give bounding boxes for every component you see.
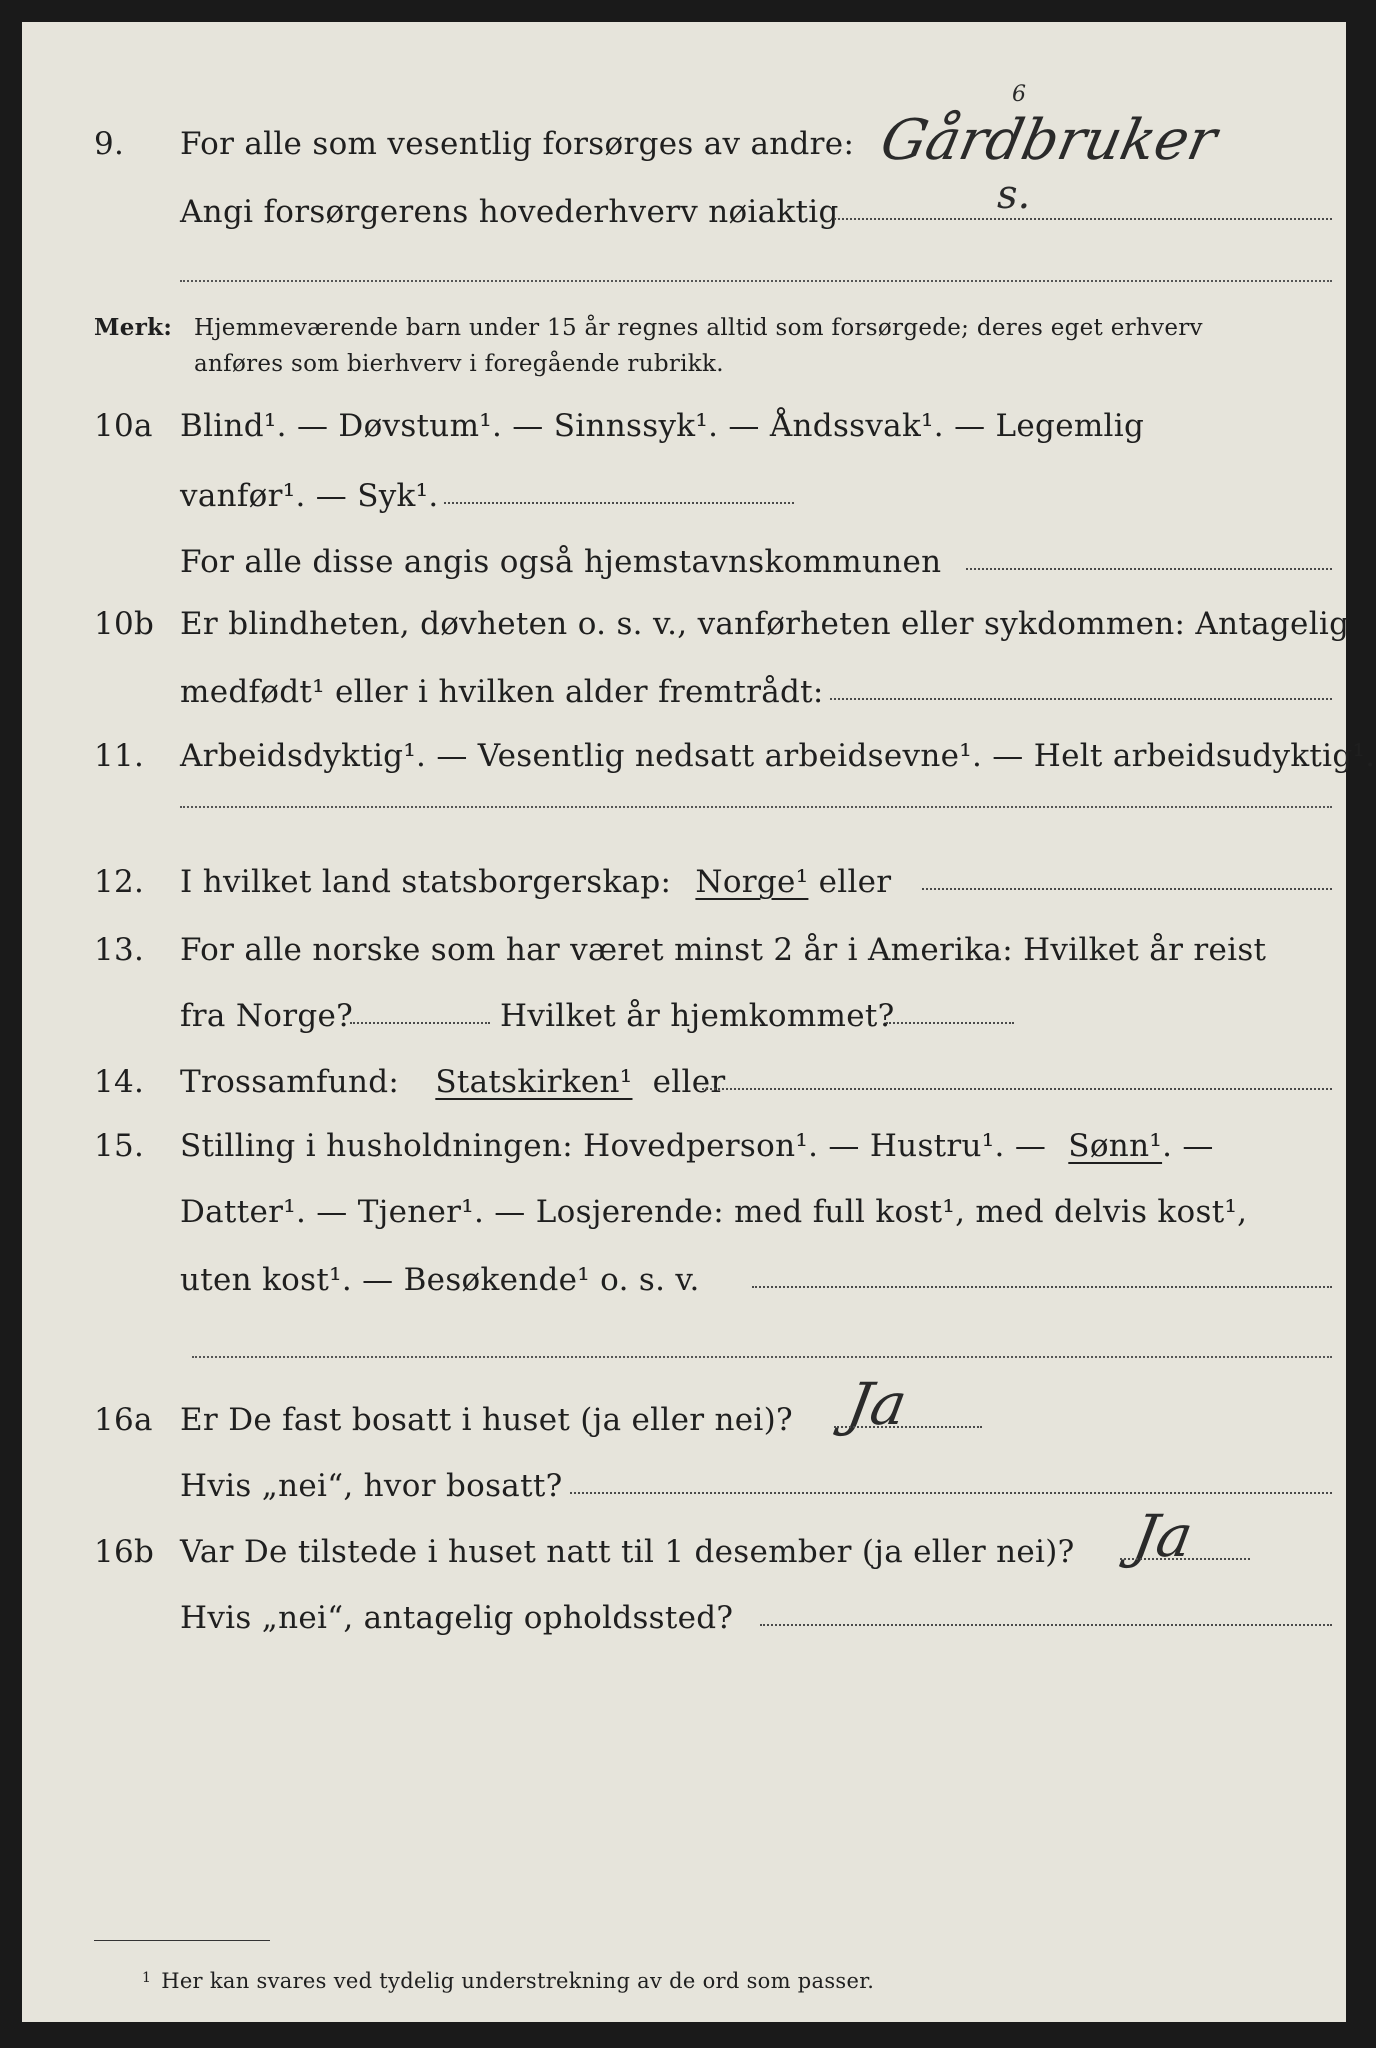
footnote-text: Her kan svares ved tydelig understrekning av de ord som passer. [161, 1969, 875, 1993]
q10b-line1: Er blindheten, døvheten o. s. v., vanførheten eller sykdommen: Antagelig [180, 606, 1350, 642]
q10a-line1: Blind¹. — Døvstum¹. — Sinnssyk¹. — Åndssvak¹. — Legemlig [180, 408, 1145, 444]
q15-text-pre: Stilling i husholdningen: Hovedperson¹. — Hustru¹. — [180, 1128, 1047, 1164]
q15-underlined-sonn: Sønn¹ [1068, 1128, 1163, 1164]
q13-line1: For alle norske som har været minst 2 år i Amerika: Hvilket år reist [180, 932, 1267, 968]
footnote-mark: 1 [142, 1970, 152, 1986]
q12-line [180, 862, 891, 902]
q14-underlined-statskirken: Statskirken¹ [435, 1064, 633, 1100]
q11-extra-line [180, 806, 1332, 808]
q9-number: 9. [94, 126, 125, 162]
q12-underlined-norge: Norge¹ [695, 864, 809, 900]
q16b-line2: Hvis „nei“, antagelig opholdssted? [180, 1600, 734, 1636]
merk-line2: anføres som bierhverv i foregående rubrikk. [194, 351, 724, 377]
q15-number: 15. [94, 1128, 145, 1164]
q9-line2: Angi forsørgerens hovederhverv nøiaktig [180, 194, 839, 230]
q16a-line2: Hvis „nei“, hvor bosatt? [180, 1468, 563, 1504]
q14-answer-line [702, 1088, 1332, 1090]
q14-line [180, 1062, 726, 1102]
q10b-line2: medfødt¹ eller i hvilken alder fremtrådt: [180, 674, 824, 710]
q9-handwritten-answer: Gårdbruker [875, 108, 1223, 173]
merk-line1: Hjemmeværende barn under 15 år regnes alltid som forsørgede; deres eget erhverv [194, 315, 1203, 341]
q10a-kommune-line [966, 568, 1332, 570]
q10a-line3: For alle disse angis også hjemstavnskommunen [180, 544, 942, 580]
q16b-answer-line [1120, 1558, 1250, 1560]
q13-reist-line [350, 1022, 490, 1024]
q10a-line2: vanfør¹. — Syk¹. [180, 478, 439, 514]
q15-line1 [180, 1126, 1214, 1166]
census-form-page [22, 22, 1376, 2022]
q9-line1: For alle som vesentlig forsørges av andre: [180, 126, 855, 162]
q16b-line1: Var De tilstede i huset natt til 1 desember (ja eller nei)? [180, 1534, 1075, 1570]
q15-extra-line [192, 1356, 1332, 1358]
q12-text-pre: I hvilket land statsborgerskap: [180, 864, 672, 900]
q12-text-post: eller [818, 864, 892, 900]
q16b-opholdssted-line [760, 1624, 1332, 1626]
q16a-handwritten-answer: Ja [842, 1370, 912, 1438]
q15-answer-line [752, 1286, 1332, 1288]
footnote-rule [94, 1940, 270, 1941]
q9-handwritten-mark: s. [997, 172, 1031, 218]
q12-answer-line [922, 888, 1332, 890]
q16a-number: 16a [94, 1402, 153, 1438]
q14-number: 14. [94, 1064, 145, 1100]
q16b-number: 16b [94, 1534, 155, 1570]
merk-label: Merk: [94, 314, 173, 341]
q15-text-post: . — [1162, 1128, 1214, 1164]
q9-handwritten-digit: 6 [1012, 82, 1026, 107]
q10a-syk-line [444, 502, 794, 504]
q14-text-pre: Trossamfund: [180, 1064, 400, 1100]
q16a-bosatt-line [570, 1492, 1332, 1494]
q10b-number: 10b [94, 606, 155, 642]
q15-line2: Datter¹. — Tjener¹. — Losjerende: med full kost¹, med delvis kost¹, [180, 1194, 1248, 1230]
q15-line3: uten kost¹. — Besøkende¹ o. s. v. [180, 1262, 700, 1298]
q14-text-post: eller [652, 1064, 726, 1100]
q16a-answer-line [834, 1426, 982, 1428]
q13-hjemkommet-line [886, 1022, 1014, 1024]
q10a-number: 10a [94, 408, 153, 444]
q9-extra-line [180, 280, 1332, 282]
q11-number: 11. [94, 738, 145, 774]
q16b-handwritten-answer: Ja [1128, 1502, 1198, 1570]
q10b-answer-line [830, 698, 1332, 700]
q12-number: 12. [94, 864, 145, 900]
q11-line1: Arbeidsdyktig¹. — Vesentlig nedsatt arbeidsevne¹. — Helt arbeidsudyktig¹. [180, 738, 1376, 774]
footnote [142, 1962, 874, 1997]
q16a-line1: Er De fast bosatt i huset (ja eller nei)? [180, 1402, 793, 1438]
q13-line2b: Hvilket år hjemkommet? [500, 998, 895, 1034]
q13-number: 13. [94, 932, 145, 968]
q9-answer-line [834, 218, 1332, 220]
q13-line2a: fra Norge? [180, 998, 354, 1034]
